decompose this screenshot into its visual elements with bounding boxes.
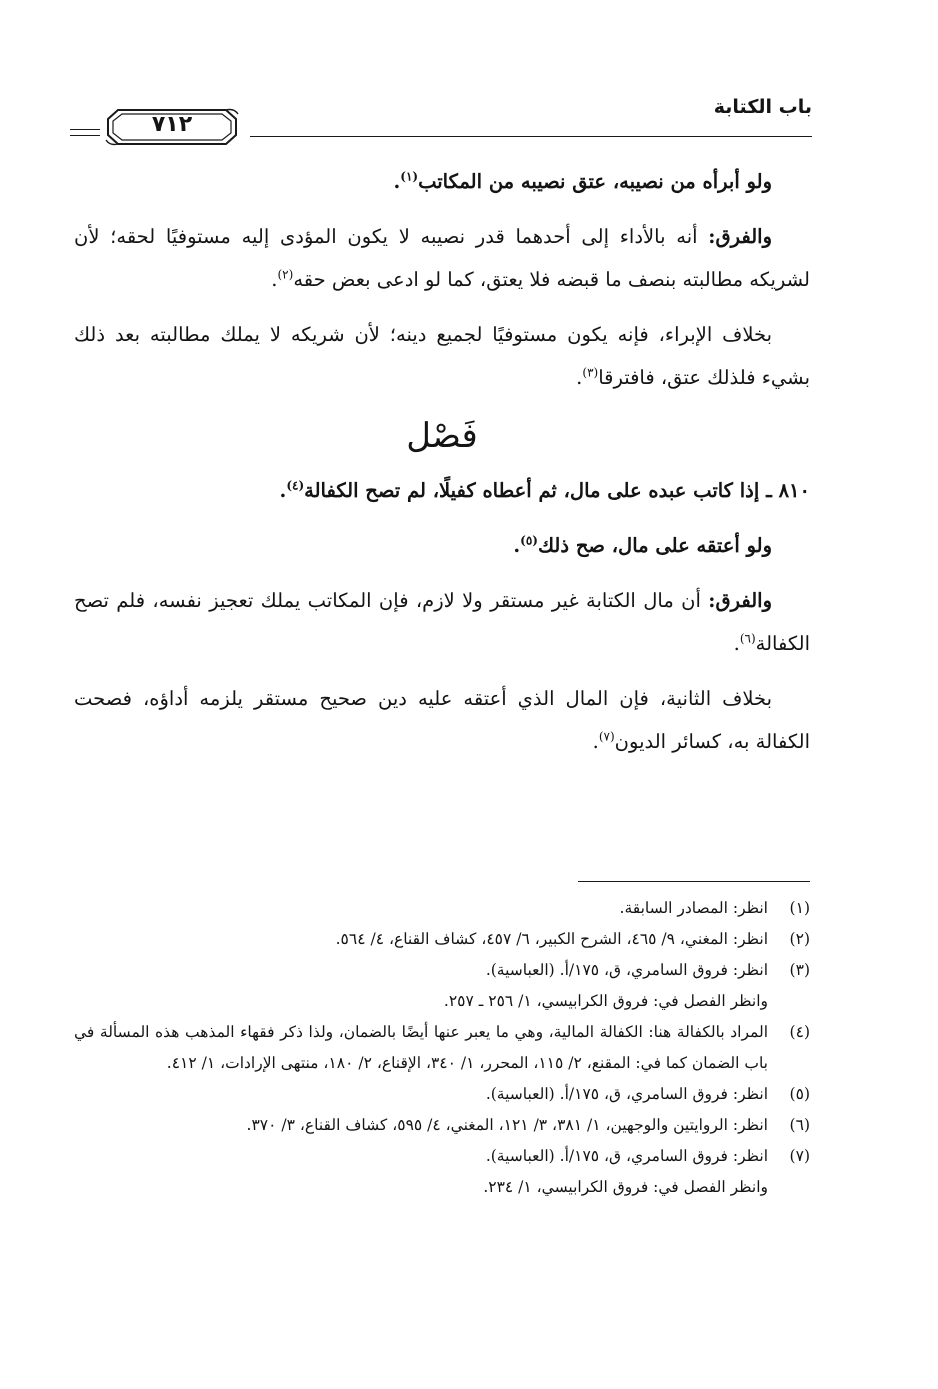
- footnote-separator: [578, 881, 810, 882]
- difference-term: والفرق:: [708, 589, 772, 612]
- page-header: [70, 80, 812, 140]
- footnote-ref: (٦): [739, 631, 756, 646]
- header-rule-left-upper: [70, 129, 100, 130]
- footnote-ref: (١): [400, 169, 419, 184]
- paragraph-6: والفرق: أن مال الكتابة غير مستقر ولا لازم، فإن المكاتب يملك تعجيز نفسه، فلم تصح الكفالة$^{(٦)}$.: [74, 589, 810, 655]
- footnote-number: (٣): [789, 961, 810, 979]
- paragraph-2: والفرق: أنه بالأداء إلى أحدهما قدر نصيبه لا يكون المؤدى إليه مستوفيًا لحقه؛ لأن لشريكه مطالبته بنصف ما قبضه فلا يعتق، كما لو ادعى بعض حقه$^{(٢)}$.: [74, 225, 810, 291]
- footnote-2: (٢) انظر: المغني، ٩/ ٤٦٥، الشرح الكبير، ٦/ ٤٥٧، كشاف القناع، ٤/ ٥٦٤.: [74, 924, 810, 955]
- footnote-ref: (٥): [520, 533, 538, 548]
- footnote-3: (٣) انظر: فروق السامري، ق، ١٧٥/أ. (العباسية). وانظر الفصل في: فروق الكرابيسي، ١/ ٢٥٦ ـ ٢٥٧.: [74, 955, 810, 1017]
- paragraph-7: بخلاف الثانية، فإن المال الذي أعتقه عليه دين صحيح مستقر يلزمه أداؤه، فصحت الكفالة به، كسائر الديون$^{(٧)}$.: [74, 687, 810, 753]
- footnote-number: (٤): [789, 1023, 810, 1041]
- footnote-number: (٧): [789, 1147, 810, 1165]
- footnote-1: (١) انظر: المصادر السابقة.: [74, 893, 810, 924]
- page-number-frame: [104, 106, 240, 148]
- footnote-ref: (٣): [582, 365, 599, 380]
- footnote-ref: (٧): [598, 729, 615, 744]
- footnote-number: (٢): [789, 930, 810, 948]
- footnote-4: (٤) المراد بالكفالة هنا: الكفالة المالية، وهي ما يعبر عنها أيضًا بالضمان، ولذا ذكر فقهاء المذهب هذه المسألة في باب الضمان كما في: المقنع، ٢/ ١١٥، المحرر، ١/ ٣٤٠، الإقناع، ٢/ ١٨٠، منتهى الإرادات، ١/ ٤١٢.: [74, 1017, 810, 1079]
- footnote-ref: (٢): [277, 267, 294, 282]
- footnote-number: (٥): [789, 1085, 810, 1103]
- footnote-number: (١): [789, 899, 810, 917]
- footnote-7: (٧) انظر: فروق السامري، ق، ١٧٥/أ. (العباسية). وانظر الفصل في: فروق الكرابيسي، ١/ ٢٣٤.: [74, 1141, 810, 1203]
- header-rule: [250, 136, 812, 137]
- page-number: ٧١٢: [151, 112, 193, 137]
- paragraph-1: ولو أبرأه من نصيبه، عتق نصيبه من المكاتب$^{(١)}$.: [393, 169, 772, 193]
- running-title: باب الكتابة: [713, 96, 812, 118]
- paragraph-5: ولو أعتقه على مال، صح ذلك$^{(٥)}$.: [513, 533, 772, 557]
- footnote-5: (٥) انظر: فروق السامري، ق، ١٧٥/أ. (العباسية).: [74, 1079, 810, 1110]
- footnotes: [74, 893, 810, 1203]
- main-text: [74, 160, 810, 775]
- paragraph-4: ٨١٠ ـ إذا كاتب عبده على مال، ثم أعطاه كفيلًا، لم تصح الكفالة$^{(٤)}$.: [279, 478, 810, 502]
- footnote-number: (٦): [789, 1116, 810, 1134]
- paragraph-3: بخلاف الإبراء، فإنه يكون مستوفيًا لجميع دينه؛ لأن شريكه لا يملك مطالبته بعد ذلك بشيء فلذلك عتق، فافترقا$^{(٣)}$.: [74, 323, 810, 389]
- difference-term: والفرق:: [708, 225, 772, 248]
- footnote-6: (٦) انظر: الروايتين والوجهين، ١/ ٣٨١، ٣/ ١٢١، المغني، ٤/ ٥٩٥، كشاف القناع، ٣/ ٣٧٠.: [74, 1110, 810, 1141]
- section-heading: فَصْل: [406, 416, 478, 456]
- header-rule-left-lower: [70, 135, 100, 136]
- footnote-ref: (٤): [286, 478, 305, 493]
